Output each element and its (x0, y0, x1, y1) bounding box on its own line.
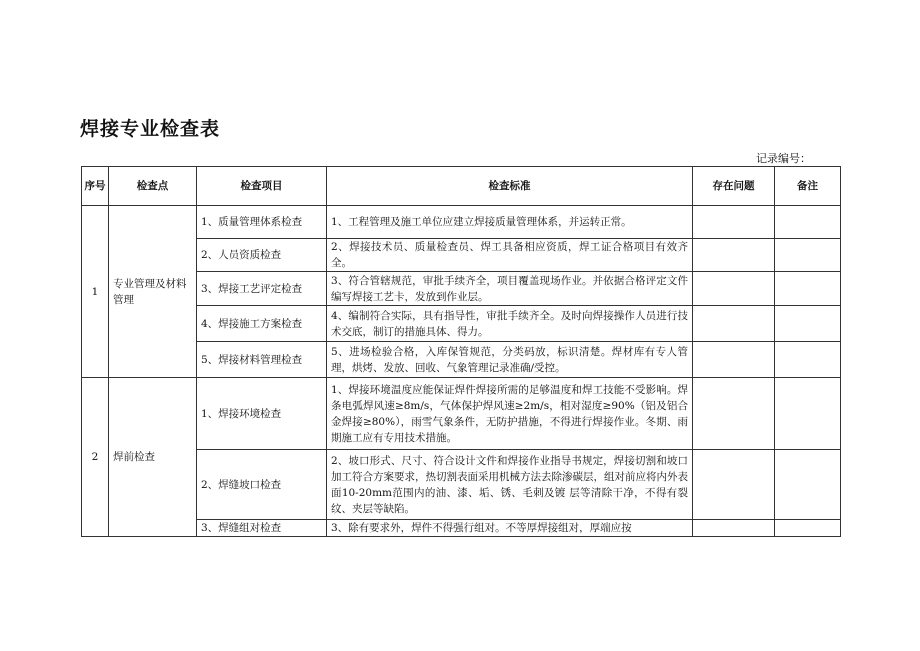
issue-cell[interactable] (693, 206, 775, 239)
remark-cell[interactable] (775, 239, 841, 272)
header-seq: 序号 (82, 167, 109, 206)
table-header-row (82, 167, 841, 206)
issue-cell[interactable] (693, 342, 775, 378)
remark-cell[interactable] (775, 378, 841, 450)
check-item-cell: 1、质量管理体系检查 (197, 206, 327, 239)
check-standard-cell: 1、工程管理及施工单位应建立焊接质量管理体系，并运转正常。 (327, 206, 693, 239)
remark-cell[interactable] (775, 206, 841, 239)
issue-cell[interactable] (693, 520, 775, 537)
check-item-cell: 2、焊缝坡口检查 (197, 450, 327, 520)
record-number-label: 记录编号： (756, 152, 811, 165)
check-point-cell: 专业管理及材料管理 (109, 206, 197, 378)
issue-cell[interactable] (693, 272, 775, 306)
remark-cell[interactable] (775, 450, 841, 520)
check-item-cell: 1、焊接环境检查 (197, 378, 327, 450)
check-item-cell: 5、焊接材料管理检查 (197, 342, 327, 378)
remark-cell[interactable] (775, 342, 841, 378)
check-item-cell: 4、焊接施工方案检查 (197, 306, 327, 342)
page-title: 焊接专业检查表 (80, 118, 221, 140)
check-standard-cell: 1、焊接环境温度应能保证焊件焊接所需的足够温度和焊工技能不受影响。焊条电弧焊风速≥8m/s，气体保护焊风速≥2m/s，相对湿度≥90%（铝及铝合金焊接≥80%），雨雪气象条件，无防护措施，不得进行焊接作业。冬期、雨期施工应有专用技术措施。 (327, 378, 693, 450)
table-row (82, 206, 841, 239)
check-standard-cell: 3、符合管辖规范，审批手续齐全，项目覆盖现场作业。并依据合格评定文件编写焊接工艺卡，发放到作业层。 (327, 272, 693, 306)
header-check-point: 检查点 (109, 167, 197, 206)
header-remarks: 备注 (775, 167, 841, 206)
check-item-cell: 2、人员资质检查 (197, 239, 327, 272)
inspection-table (81, 166, 841, 537)
check-point-cell: 焊前检查 (109, 378, 197, 537)
issue-cell[interactable] (693, 378, 775, 450)
table-row (82, 378, 841, 450)
check-standard-cell: 5、进场检验合格，入库保管规范，分类码放，标识清楚。焊材库有专人管理，烘烤、发放、回收、气象管理记录准确/受控。 (327, 342, 693, 378)
check-standard-cell: 2、坡口形式、尺寸、符合设计文件和焊接作业指导书规定，焊接切割和坡口加工符合方案要求，热切割表面采用机械方法去除渗碳层，组对前应将内外表面10-20mm范围内的油、漆、垢、锈、毛刺及镀 层等清除干净，不得有裂纹、夹层等缺陷。 (327, 450, 693, 520)
header-check-standard: 检查标准 (327, 167, 693, 206)
remark-cell[interactable] (775, 306, 841, 342)
header-issues: 存在问题 (693, 167, 775, 206)
seq-cell: 2 (82, 378, 109, 537)
seq-cell: 1 (82, 206, 109, 378)
check-standard-cell: 3、除有要求外，焊件不得强行组对。不等厚焊接组对，厚端应按 (327, 520, 693, 537)
issue-cell[interactable] (693, 306, 775, 342)
issue-cell[interactable] (693, 450, 775, 520)
remark-cell[interactable] (775, 520, 841, 537)
check-standard-cell: 2、焊接技术员、质量检查员、焊工具备相应资质，焊工证合格项目有效齐全。 (327, 239, 693, 272)
check-item-cell: 3、焊缝组对检查 (197, 520, 327, 537)
check-standard-cell: 4、编制符合实际，具有指导性，审批手续齐全。及时向焊接操作人员进行技术交底，制订的措施具体、得力。 (327, 306, 693, 342)
check-item-cell: 3、焊接工艺评定检查 (197, 272, 327, 306)
remark-cell[interactable] (775, 272, 841, 306)
header-check-item: 检查项目 (197, 167, 327, 206)
issue-cell[interactable] (693, 239, 775, 272)
